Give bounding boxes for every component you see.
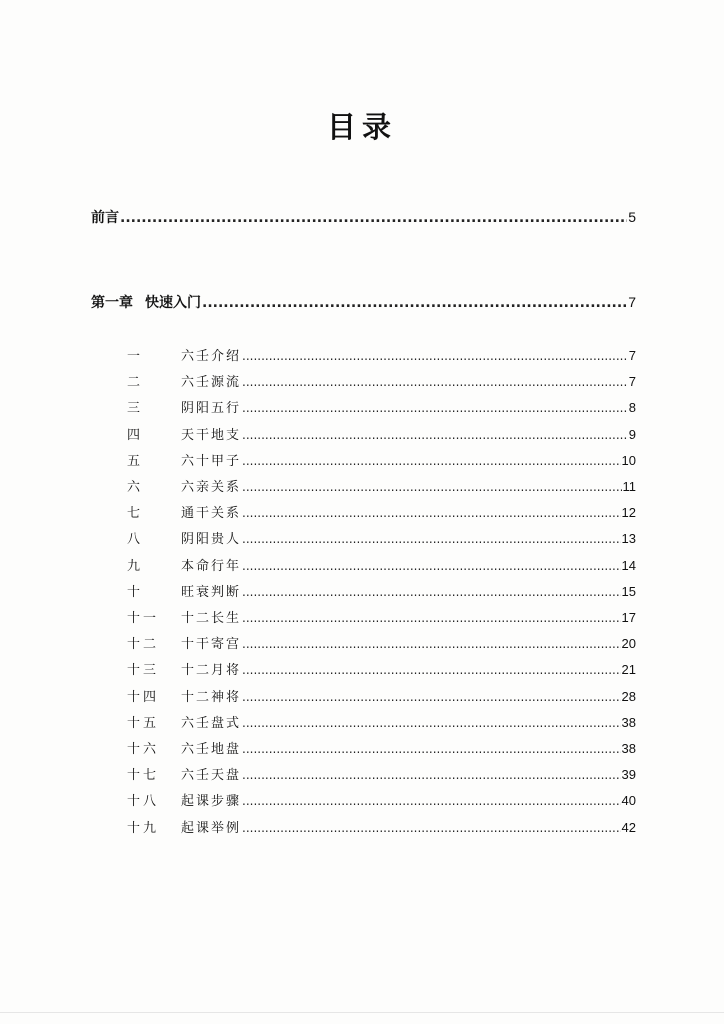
section-title: 十二长生 [181, 611, 242, 626]
toc-entry-preface[interactable] [91, 207, 636, 227]
section-title: 起课举例 [181, 820, 242, 836]
dot-leader [242, 349, 628, 363]
toc-entry-label [127, 764, 241, 783]
toc-page-number: 39 [621, 767, 636, 783]
toc-entry-label: 前言 [91, 210, 119, 226]
toc-entry-label [127, 555, 241, 574]
section-title: 起课步骤 [181, 794, 242, 810]
toc-entry-section[interactable] [127, 555, 636, 574]
dot-leader [242, 716, 621, 730]
toc-entry-label [127, 659, 241, 678]
toc-page-number: 10 [621, 452, 636, 468]
section-number: 三 [127, 401, 144, 417]
toc-entry-section[interactable] [127, 607, 636, 626]
toc-entry-label [127, 528, 241, 547]
section-title: 六壬天盘 [181, 768, 242, 784]
toc-page-number: 20 [621, 636, 636, 652]
section-number: 十三 [127, 663, 160, 679]
toc-entry-label [127, 424, 241, 443]
section-title: 通干关系 [181, 506, 242, 522]
dot-leader [242, 559, 621, 573]
section-title: 旺衰判断 [181, 584, 242, 600]
section-number: 九 [127, 558, 144, 574]
toc-entry-label [127, 581, 241, 600]
toc-entry-section[interactable] [127, 502, 636, 521]
dot-leader [120, 210, 627, 226]
toc-entry-section[interactable] [127, 764, 636, 783]
toc-entry-section[interactable] [127, 817, 636, 836]
dot-leader [242, 768, 621, 782]
toc-page-number: 40 [621, 793, 636, 809]
dot-leader [202, 295, 627, 311]
section-number: 二 [127, 375, 144, 391]
toc-page-number: 7 [628, 374, 636, 390]
section-title: 阴阳五行 [181, 401, 242, 417]
toc-entry-section[interactable] [127, 712, 636, 731]
toc-page-number: 5 [628, 209, 636, 225]
section-title: 六壬盘式 [181, 715, 242, 731]
toc-page-number: 11 [622, 479, 636, 494]
toc-entry-section[interactable] [127, 476, 636, 495]
toc-page-number: 42 [621, 819, 636, 835]
toc-page-number: 28 [621, 688, 636, 704]
toc-page-number: 7 [628, 294, 636, 310]
section-number: 七 [127, 506, 144, 522]
toc-page-number: 38 [621, 714, 636, 730]
toc-entry-section[interactable] [127, 581, 636, 600]
section-number: 十一 [127, 611, 160, 626]
section-number: 四 [127, 427, 144, 443]
section-title: 十二月将 [181, 663, 242, 679]
section-title: 六壬介绍 [181, 349, 242, 364]
page-title: 目录 [326, 110, 397, 144]
toc-entry-label [127, 633, 241, 652]
toc-page-number: 21 [621, 662, 636, 678]
dot-leader [242, 690, 621, 704]
toc-page-number: 7 [628, 348, 636, 363]
toc-entry-label [127, 712, 241, 731]
dot-leader [242, 663, 621, 677]
toc-entry-label [127, 738, 241, 757]
section-number: 十七 [127, 768, 160, 784]
toc-entry-section[interactable] [127, 397, 636, 416]
toc-entry-label [127, 817, 241, 836]
section-number: 十六 [127, 742, 160, 757]
section-title: 十干寄宫 [181, 637, 242, 653]
toc-entry-section[interactable] [127, 424, 636, 443]
dot-leader [242, 480, 621, 494]
toc-page-number: 15 [621, 583, 636, 599]
toc-page-number: 8 [628, 400, 636, 416]
toc-entry-section[interactable] [127, 686, 636, 705]
section-number: 一 [127, 349, 144, 364]
dot-leader [242, 611, 621, 625]
section-title: 十二神将 [181, 689, 242, 705]
toc-page-number: 9 [628, 426, 636, 442]
section-title: 阴阳贵人 [181, 532, 242, 548]
toc-page-number: 38 [621, 741, 636, 756]
toc-entry-label [127, 345, 241, 364]
toc-entry-section[interactable] [127, 738, 636, 757]
toc-entry-label [127, 607, 241, 626]
section-title: 六壬源流 [181, 375, 242, 391]
toc-page-number: 17 [621, 610, 636, 625]
dot-leader [242, 794, 621, 808]
dot-leader [242, 637, 621, 651]
toc-entry-label [127, 790, 241, 809]
dot-leader [242, 454, 621, 468]
toc-entry-label [91, 292, 201, 312]
section-number: 十五 [127, 715, 160, 731]
toc-page-number: 14 [621, 557, 636, 573]
section-title: 本命行年 [181, 558, 242, 574]
dot-leader [242, 428, 628, 442]
section-number: 十八 [127, 794, 160, 810]
dot-leader [242, 821, 621, 835]
dot-leader [242, 506, 621, 520]
chapter-title: 快速入门 [145, 295, 201, 311]
toc-entry-section[interactable] [127, 659, 636, 678]
toc-entry-section[interactable] [127, 345, 636, 364]
toc-entry-section[interactable] [127, 633, 636, 652]
dot-leader [242, 401, 628, 415]
toc-page-number: 12 [621, 505, 636, 521]
section-number: 十 [127, 584, 144, 600]
dot-leader [242, 742, 621, 756]
section-title: 天干地支 [181, 427, 242, 443]
toc-entry-section[interactable] [127, 450, 636, 469]
toc-entry-label [127, 686, 241, 705]
toc-entry-chapter-1[interactable] [91, 292, 636, 312]
section-number: 八 [127, 532, 144, 548]
section-number: 六 [127, 480, 144, 495]
section-number: 十九 [127, 820, 160, 836]
section-number: 五 [127, 453, 144, 469]
toc-entry-label [127, 476, 241, 495]
toc-entry-label [127, 450, 241, 469]
toc-entry-label [127, 397, 241, 416]
toc-entry-section[interactable] [127, 528, 636, 547]
toc-entry-label [127, 502, 241, 521]
section-title: 六亲关系 [181, 480, 242, 495]
section-title: 六十甲子 [181, 453, 242, 469]
dot-leader [242, 532, 621, 546]
chapter-number: 第一章 [91, 295, 133, 311]
toc-entry-label [127, 371, 241, 390]
dot-leader [242, 585, 621, 599]
dot-leader [242, 375, 628, 389]
toc-page-number: 13 [621, 531, 636, 547]
section-number: 十二 [127, 637, 160, 653]
section-number: 十四 [127, 689, 160, 705]
section-title: 六壬地盘 [181, 742, 242, 757]
toc-entry-section[interactable] [127, 790, 636, 809]
toc-entry-section[interactable] [127, 371, 636, 390]
bottom-divider [0, 1012, 724, 1013]
